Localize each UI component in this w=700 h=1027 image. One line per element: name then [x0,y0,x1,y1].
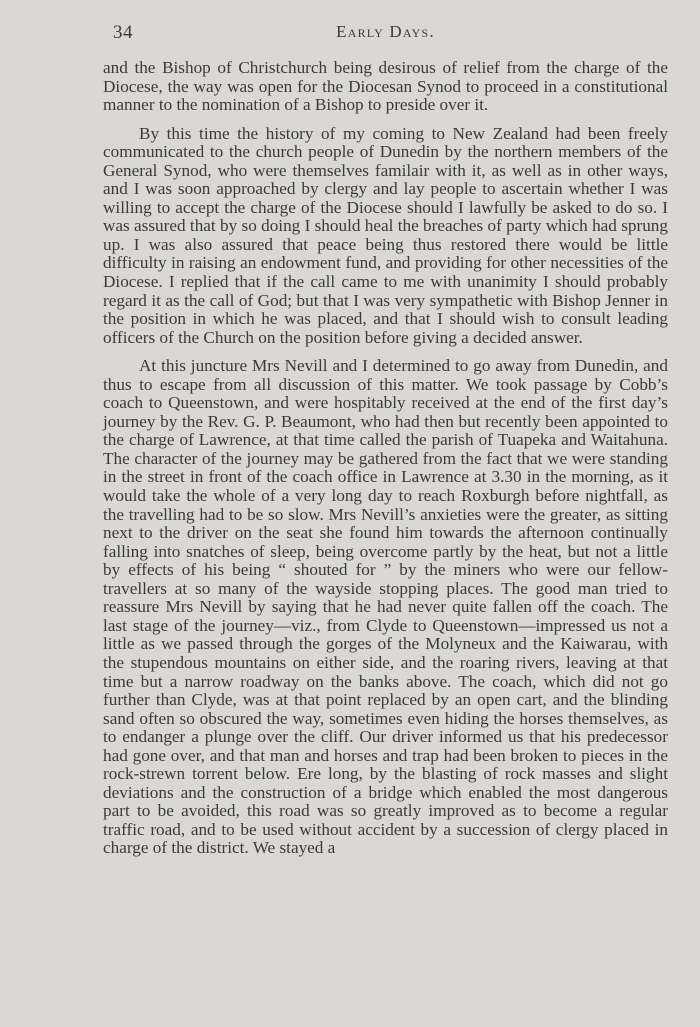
paragraph-coming-to-new-zealand: By this time the history of my coming to New Zealand had been freely communicated to the church people of Dunedin by the northern members of the General Synod, who were themselves familair with it, as well as in other ways, and I was soon approached by clergy and lay people to ascertain whether I was willing to accept the charge of the Diocese should I lawfully be asked to do so. I was assured that by so doing I should heal the breaches of party which had sprung up. I was also assured that peace being thus restored there would be little difficulty in raising an endowment fund, and providing for other necessities of the Diocese. I replied that if the call came to me with unanimity I should probably regard it as the call of God; but that I was very sympathetic with Bishop Jenner in the position in which he was placed, and that I should wish to consult leading officers of the Church on the position before giving a decided answer. [103,123,668,347]
body-text [103,59,668,868]
paragraph-continued: and the Bishop of Christchurch being desirous of relief from the charge of the Diocese, the way was open for the Diocesan Synod to proceed in a constitutional manner to the nomination of a Bishop to preside over it. [103,58,668,115]
page-number: 34 [113,22,133,43]
paragraph-journey: At this juncture Mrs Nevill and I determined to go away from Dunedin, and thus to escape from all discussion of this matter. We took passage by Cobb’s coach to Queenstown, and were hospitably received at the end of the first day’s journey by the Rev. G. P. Beaumont, who had then but recently been appointed to the charge of Lawrence, at that time called the parish of Tuapeka and Waitahuna. The character of the journey may be gathered from the fact that we were standing in the street in front of the coach office in Lawrence at 3.30 in the morning, as it would take the whole of a very long day to reach Roxburgh before nightfall, as the travelling had to be so slow. Mrs Nevill’s anxieties were the greater, as sitting next to the driver on the seat she found him towards the afternoon continually falling into snatches of sleep, being overcome partly by the heat, but not a little by effects of his being “ shouted for ” by the miners who were our fellow-travellers at so many of the wayside stopping places. The good man tried to reassure Mrs Nevill by saying that he had never quite fallen off the coach. The last stage of the journey—viz., from Clyde to Queenstown—impressed us not a little as we passed through the gorges of the Molyneux and the Kaiwarau, with the stupendous mountains on either side, and the roaring rivers, leaving at that time but a narrow roadway on the banks above. The coach, which did not go further than Clyde, was at that point replaced by an open cart, and the blinding sand often so obscured the way, sometimes even hiding the horses themselves, as to endanger a plunge over the cliff. Our driver informed us that his predecessor had gone over, and that man and horses and trap had been broken to pieces in the rock-strewn torrent below. Ere long, by the blasting of rock masses and slight deviations and the construction of a bridge which enabled the most dangerous part to be avoided, this road was so greatly improved as to become a regular traffic road, and to be used without accident by a succession of clergy placed in charge of the district. We stayed a [103,356,668,858]
running-title: Early Days. [336,22,435,41]
running-head [103,22,668,46]
